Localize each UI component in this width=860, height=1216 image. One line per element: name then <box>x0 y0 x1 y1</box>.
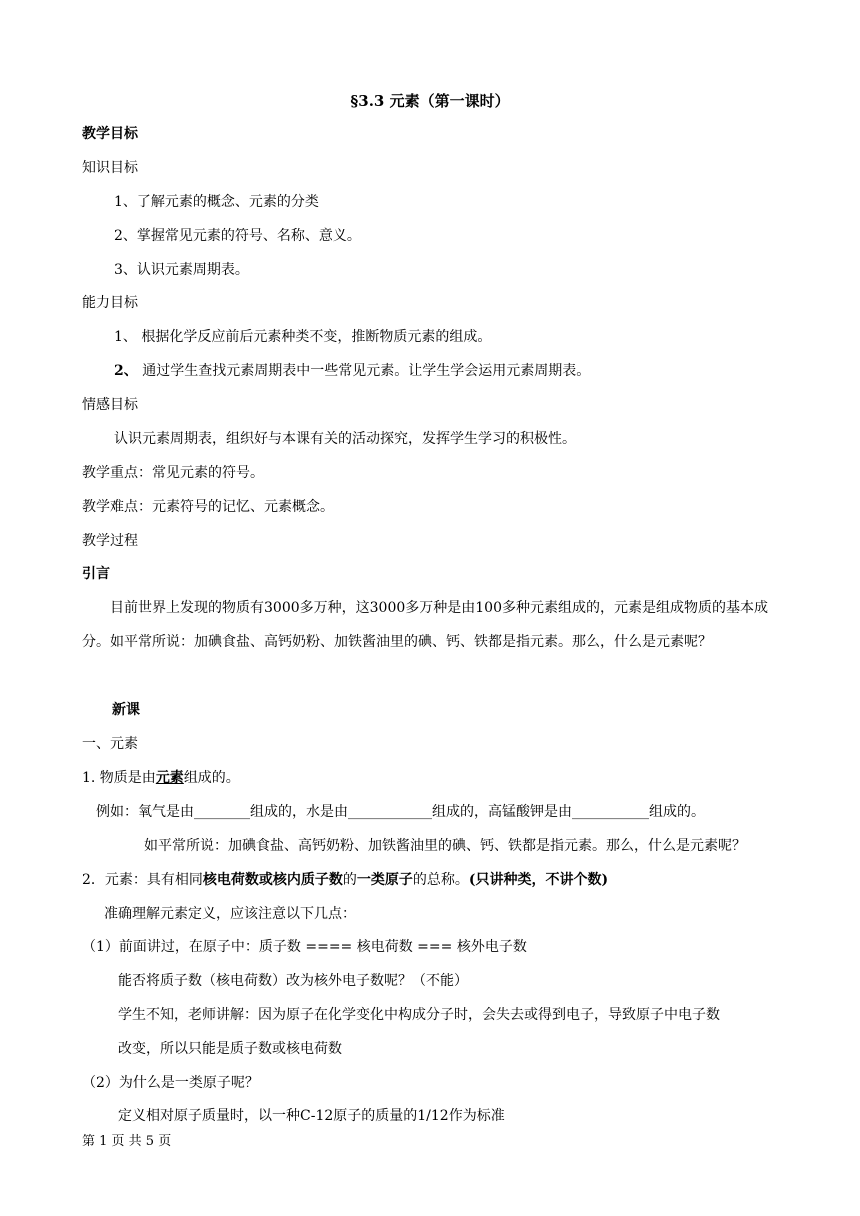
knowledge-item-1: 1、了解元素的概念、元素的分类 <box>114 194 319 210</box>
definition-line <box>82 870 608 890</box>
definition-post: 的总称。 <box>412 872 469 888</box>
point-1-pre: 1. 物质是由 <box>82 770 156 786</box>
definition-mid: 的 <box>342 872 357 888</box>
question-2-answer: 定义相对原子质量时，以一种C-12原子的质量的1/12作为标准 <box>118 1108 505 1124</box>
ability-heading: 能力目标 <box>82 295 138 311</box>
emotion-item: 认识元素周期表，组织好与本课有关的活动探究，发挥学生学习的积极性。 <box>114 431 576 447</box>
process-heading: 教学过程 <box>82 533 138 549</box>
knowledge-item-2: 2、掌握常见元素的符号、名称、意义。 <box>114 228 361 244</box>
knowledge-heading: 知识目标 <box>82 160 138 176</box>
definition-bold-1: 核电荷数或核内质子数 <box>202 872 343 888</box>
point-1-underlined: 元素 <box>155 770 184 786</box>
ability-item-2-number: 2、 <box>114 363 138 379</box>
definition-pre: 2．元素：具有相同 <box>82 872 203 888</box>
section-1-heading: 一、元素 <box>82 736 138 752</box>
understand-line: 准确理解元素定义，应该注意以下几点： <box>104 906 356 922</box>
repeat-line: 如平常所说：加碘食盐、高钙奶粉、加铁酱油里的碘、钙、铁都是指元素。那么，什么是元素呢？ <box>144 838 746 854</box>
intro-heading: 引言 <box>82 566 110 582</box>
question-1-ask: 能否将质子数（核电荷数）改为核外电子数呢？（不能） <box>118 973 468 989</box>
question-1-answer-line-2: 改变，所以只能是质子数或核电荷数 <box>118 1041 342 1057</box>
question-1-answer-line-1: 学生不知，老师讲解：因为原子在化学变化中构成分子时，会失去或得到电子，导致原子中电子数 <box>118 1007 720 1023</box>
example-line: 例如：氧气是由________组成的，水是由____________组成的，高锰酸钾是由___________组成的。 <box>96 804 705 820</box>
knowledge-item-3: 3、认识元素周期表。 <box>114 262 249 278</box>
key-point: 教学重点：常见元素的符号。 <box>82 465 264 481</box>
point-1-post: 组成的。 <box>183 770 240 786</box>
intro-paragraph: 目前世界上发现的物质有3000多万种，这3000多万种是由100多种元素组成的，元素是组成物质的基本成分。如平常所说：加碘食盐、高钙奶粉、加铁酱油里的碘、钙、铁都是指元素。那么，什么是元素呢？ <box>82 600 768 650</box>
difficulty: 教学难点：元素符号的记忆、元素概念。 <box>82 499 334 515</box>
page-title: §3.3 元素（第一课时） <box>350 92 510 110</box>
question-1: （1）前面讲过，在原子中：质子数 ==== 核电荷数 === 核外电子数 <box>82 939 527 955</box>
page-footer: 第 1 页 共 5 页 <box>82 1134 172 1149</box>
new-lesson-heading: 新课 <box>112 702 140 718</box>
ability-item-2-text: 通过学生查找元素周期表中一些常见元素。让学生学会运用元素周期表。 <box>137 363 591 379</box>
emotion-heading: 情感目标 <box>82 397 138 413</box>
definition-bold-2: 一类原子 <box>356 872 413 888</box>
objectives-heading: 教学目标 <box>82 126 138 142</box>
definition-note: (只讲种类，不讲个数) <box>468 872 609 888</box>
ability-item-2 <box>114 361 590 381</box>
point-1 <box>82 768 240 788</box>
question-2: （2）为什么是一类原子呢？ <box>82 1075 259 1091</box>
ability-item-1: 1、 根据化学反应前后元素种类不变，推断物质元素的组成。 <box>114 329 492 345</box>
